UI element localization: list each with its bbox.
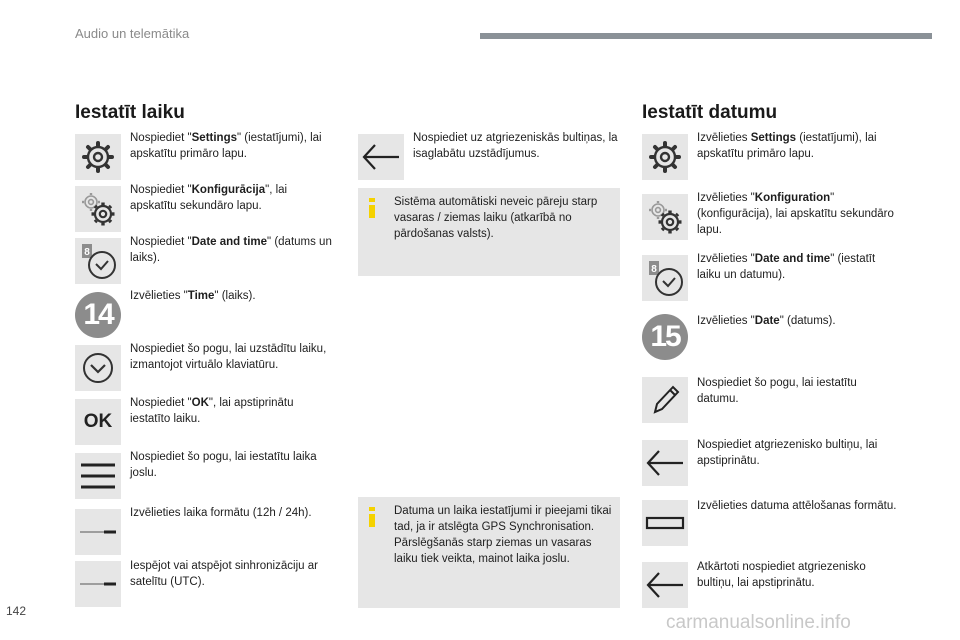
step-text: Atkārtoti nospiediet atgriezenisko bultiņu, lai apstiprinātu. <box>697 561 866 589</box>
settings-gear-icon <box>642 134 688 180</box>
page-number: 142 <box>6 604 27 618</box>
step-text: Nospiediet "Date and time" (datums un laiks). <box>130 236 332 264</box>
step-number-15: 15 <box>642 314 688 360</box>
clock-8-icon <box>642 255 688 301</box>
pencil-icon <box>642 377 688 423</box>
double-gear-icon <box>642 194 688 240</box>
step-text: Iespējot vai atspējot sinhronizāciju ar satelītu (UTC). <box>130 560 318 588</box>
step-text: Nospiediet šo pogu, lai iestatītu datumu. <box>697 377 857 405</box>
ok-icon-label: OK <box>83 411 113 432</box>
info-box-gps <box>358 497 620 608</box>
step-text: Nospiediet šo pogu, lai uzstādītu laiku, izmantojot virtuālo klaviatūru. <box>130 343 327 371</box>
info-icon <box>368 507 376 527</box>
info-line: Pārslēgšanās starp ziemas un vasaras laiku tiek veikta, mainot laika joslu. <box>394 537 592 565</box>
double-gear-icon <box>75 186 121 232</box>
back-arrow-icon <box>642 562 688 608</box>
svg-text:8: 8 <box>84 247 90 258</box>
step-number-14: 14 <box>75 292 121 338</box>
step-text: Izvēlieties "Konfiguration" (konfigurācija), lai apskatītu sekundāro lapu. <box>697 192 894 236</box>
back-arrow-icon <box>642 440 688 486</box>
chevron-down-circle-icon <box>75 345 121 391</box>
step-text: Izvēlieties laika formātu (12h / 24h). <box>130 507 312 519</box>
page-header-title: Audio un telemātika <box>75 26 190 41</box>
step-text: Nospiediet šo pogu, lai iestatītu laika joslu. <box>130 451 317 479</box>
menu-lines-icon <box>75 453 121 499</box>
toggle-icon <box>75 561 121 607</box>
info-text <box>394 503 616 567</box>
right-section-title: Iestatīt datumu <box>642 102 778 123</box>
header-bar <box>480 33 932 39</box>
step-text: Izvēlieties datuma attēlošanas formātu. <box>697 500 897 512</box>
clock-8-icon <box>75 238 121 284</box>
info-line: Datuma un laika iestatījumi ir pieejami tikai tad, ja ir atslēgta GPS Synchronisation. <box>394 505 612 533</box>
step-text: Nospiediet "Konfigurācija", lai apskatītu sekundāro lapu. <box>130 184 288 212</box>
toggle-icon <box>75 509 121 555</box>
left-section-title: Iestatīt laiku <box>75 102 185 123</box>
step-text: Nospiediet "OK", lai apstiprinātu iestatīto laiku. <box>130 397 294 425</box>
step-text: Izvēlieties "Time" (laiks). <box>130 290 256 302</box>
step-text: Izvēlieties "Date" (datums). <box>697 315 836 327</box>
step-text: Nospiediet "Settings" (iestatījumi), lai apskatītu primāro lapu. <box>130 132 322 160</box>
step-text: Izvēlieties "Date and time" (iestatīt laiku un datumu). <box>697 253 876 281</box>
info-box-dst <box>358 188 620 276</box>
back-arrow-icon <box>358 134 404 180</box>
back-step-text: Nospiediet uz atgriezeniskās bultiņas, la isaglabātu uzstādījumus. <box>413 132 618 160</box>
settings-gear-icon <box>75 134 121 180</box>
info-text: Sistēma automātiski neveic pāreju starp vasaras / ziemas laiku (atkarībā no pārdošanas valsts). <box>394 196 598 240</box>
step-text: Izvēlieties Settings (iestatījumi), lai apskatītu primāro lapu. <box>697 132 877 160</box>
info-icon <box>368 198 376 218</box>
svg-text:8: 8 <box>651 264 657 275</box>
ok-icon <box>75 399 121 445</box>
rectangle-icon <box>642 500 688 546</box>
step-text: Nospiediet atgriezenisko bultiņu, lai apstiprinātu. <box>697 439 878 467</box>
watermark: carmanualsonline.info <box>666 612 851 633</box>
